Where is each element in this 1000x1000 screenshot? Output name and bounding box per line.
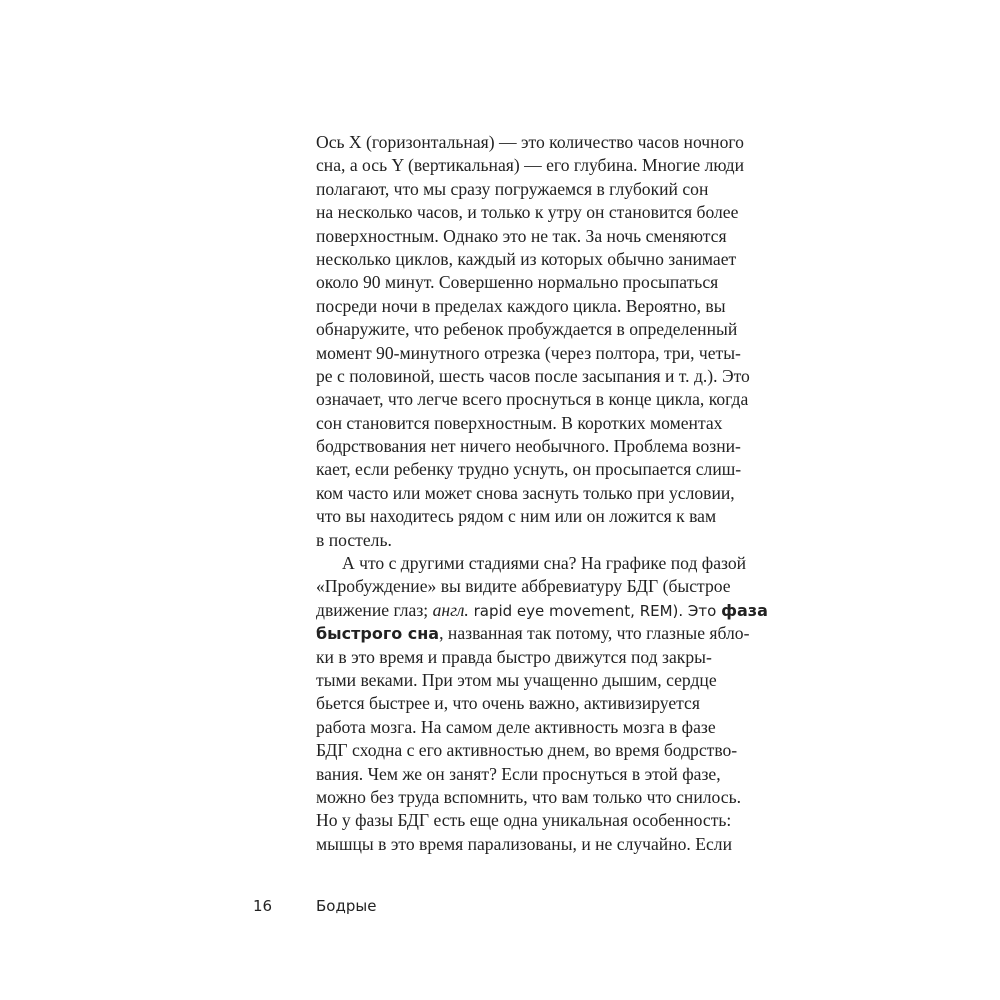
- text-line: ре с половиной, шесть часов после засыпания и т. д.). Это: [316, 365, 750, 386]
- text-line: [316, 599, 786, 622]
- text-line: ком часто или может снова заснуть только при условии,: [316, 482, 735, 503]
- text-line: поверхностным. Однако это не так. За ночь сменяются: [316, 225, 727, 246]
- text-line: [316, 622, 786, 645]
- text-line: сон становится поверхностным. В коротких моментах: [316, 412, 723, 433]
- text-line: ки в это время и правда быстро движутся под закры-: [316, 646, 712, 667]
- text-line: бодрствования нет ничего необычного. Проблема возни-: [316, 436, 741, 457]
- text-line: работа мозга. На самом деле активность мозга в фазе: [316, 716, 716, 737]
- paragraph-1: [316, 131, 786, 552]
- text-line: можно без труда вспомнить, что вам только что снилось.: [316, 786, 742, 807]
- page-number: 16: [253, 897, 273, 915]
- text-line: Но у фазы БДГ есть еще одна уникальная особенность:: [316, 810, 732, 831]
- text-line: бьется быстрее и, что очень важно, активизируется: [316, 693, 700, 714]
- text-line: сна, а ось Y (вертикальная) — его глубина. Многие люди: [316, 155, 745, 176]
- paragraph-2-continuation: [316, 646, 786, 857]
- running-title: Бодрые: [316, 897, 377, 915]
- text-line: момент 90-минутного отрезка (через полтора, три, четы-: [316, 342, 741, 363]
- bold-term: фаза: [721, 600, 768, 620]
- text-run: движение глаз;: [316, 599, 433, 620]
- text-line: посреди ночи в пределах каждого цикла. Вероятно, вы: [316, 295, 726, 316]
- text-line: что вы находитесь рядом с ним или он ложится к вам: [316, 506, 717, 527]
- text-run: rapid eye movement, REM). Это: [468, 601, 722, 620]
- paragraph-2: [316, 552, 786, 856]
- italic-term: англ.: [432, 599, 469, 620]
- text-line: на несколько часов, и только к утру он становится более: [316, 202, 739, 223]
- text-run: , названная так потому, что глазные ябло-: [439, 623, 750, 644]
- text-line: Ось X (горизонтальная) — это количество часов ночного: [316, 132, 744, 152]
- body-text: [316, 131, 786, 856]
- text-line: А что с другими стадиями сна? На графике под фазой: [342, 553, 747, 574]
- bold-term: быстрого сна: [316, 624, 440, 644]
- text-line: полагают, что мы сразу погружаемся в глубокий сон: [316, 178, 709, 199]
- text-line: обнаружите, что ребенок пробуждается в определенный: [316, 319, 738, 340]
- text-line: несколько циклов, каждый из которых обычно занимает: [316, 248, 737, 269]
- text-line: в постель.: [316, 529, 392, 550]
- text-line: тыми веками. При этом мы учащенно дышим, сердце: [316, 669, 717, 690]
- text-line: мышцы в это время парализованы, и не случайно. Если: [316, 833, 732, 854]
- text-line: около 90 минут. Совершенно нормально просыпаться: [316, 272, 719, 293]
- text-line: означает, что легче всего проснуться в конце цикла, когда: [316, 389, 749, 410]
- text-line: кает, если ребенку трудно уснуть, он просыпается слиш-: [316, 459, 742, 480]
- text-line: «Пробуждение» вы видите аббревиатуру БДГ (быстрое: [316, 576, 731, 597]
- text-line: вания. Чем же он занят? Если проснуться в этой фазе,: [316, 763, 721, 784]
- text-line: БДГ сходна с его активностью днем, во время бодрство-: [316, 740, 738, 761]
